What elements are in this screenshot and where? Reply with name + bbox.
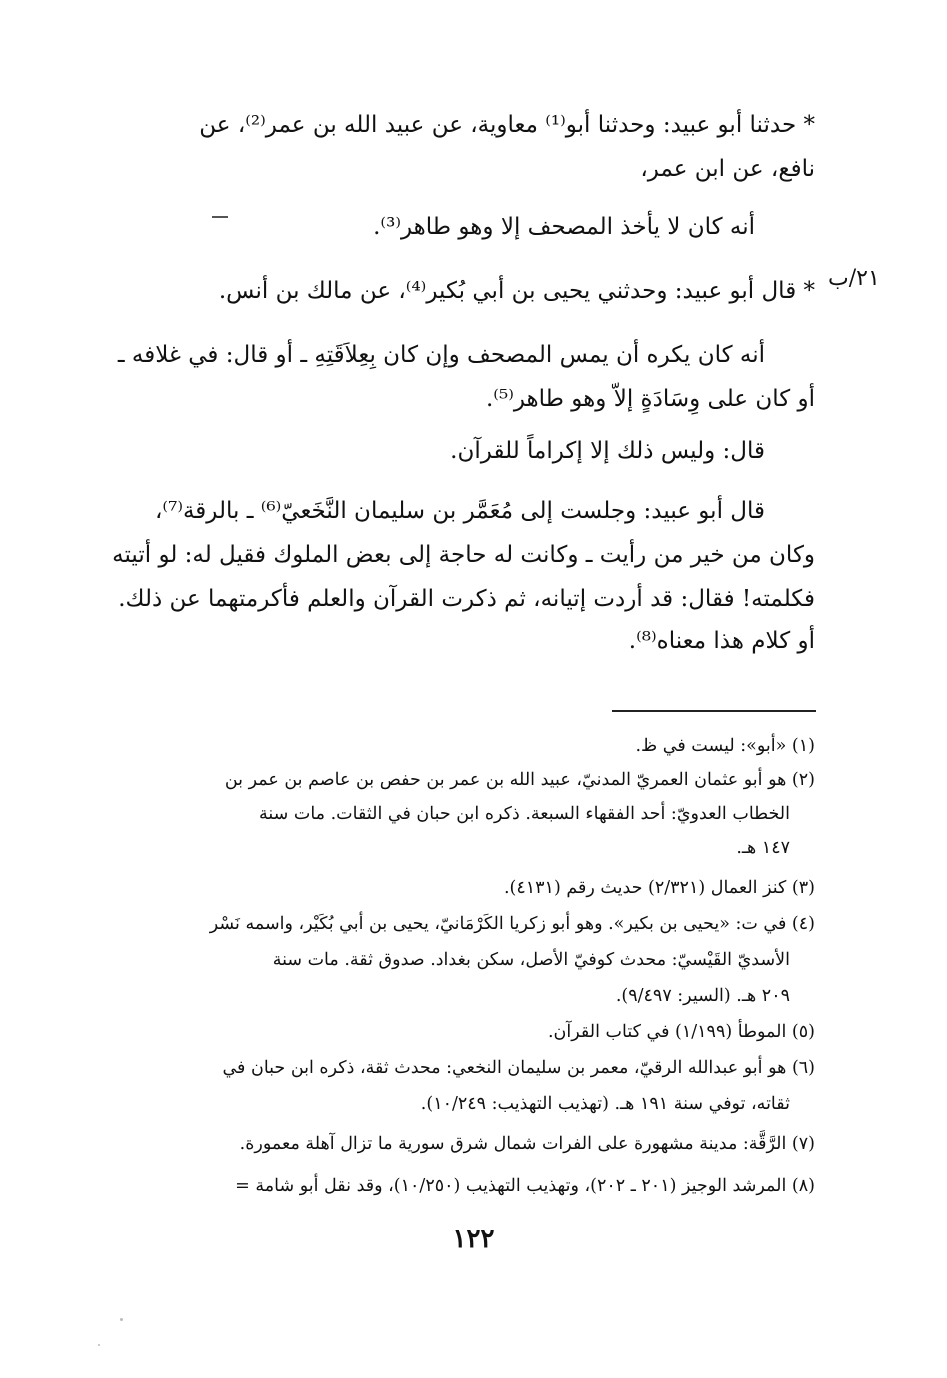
footnote-line-2: (٢) هو أبو عثمان العمريّ المدنيّ، عبيد الله بن عمر بن حفص بن عاصم بن عمر بن xyxy=(224,770,815,790)
main-text-line-8: قال أبو عبيد: وجلست إلى مُعَمَّر بن سليمان النَّخَعيّ⁽⁶⁾ ـ بالرقة⁽⁷⁾، xyxy=(155,498,765,524)
footnote-line-12: (٧) الرَّقَّة: مدينة مشهورة على الفرات شمال شرق سورية ما تزال آهلة معمورة. xyxy=(239,1134,815,1154)
main-text-line-6: أو كان على وِسَادَةٍ إلاّ وهو طاهر⁽⁵⁾. xyxy=(485,386,815,412)
scan-speck xyxy=(120,1318,123,1321)
footnote-line-4: ١٤٧ هـ. xyxy=(736,838,790,858)
margin-folio-reference: ٢١/ب xyxy=(828,266,880,291)
scan-speck xyxy=(98,1344,100,1346)
main-text-line-4: * قال أبو عبيد: وحدثني يحيى بن أبي بُكير⁽⁴⁾، عن مالك بن أنس. xyxy=(218,278,815,304)
main-text-line-1: * حدثنا أبو عبيد: وحدثنا أبو⁽¹⁾ معاوية، عن عبيد الله بن عمر⁽²⁾، عن xyxy=(199,112,815,138)
footnote-line-10: (٦) هو أبو عبدالله الرقيّ، معمر بن سليمان النخعي: محدث ثقة، ذكره ابن حبان في xyxy=(222,1058,815,1078)
footnote-line-1: (١) «أبو»: ليست في ظ. xyxy=(635,736,815,756)
main-text-line-2: نافع، عن ابن عمر، xyxy=(640,156,815,182)
footnote-separator xyxy=(612,710,816,712)
main-text-line-7: قال: وليس ذلك إلا إكراماً للقرآن. xyxy=(450,438,765,464)
main-text-line-9: وكان من خير من رأيت ـ وكانت له حاجة إلى بعض الملوك فقيل له: لو أتيته xyxy=(112,542,815,568)
footnote-line-11: ثقاته، توفي سنة ١٩١ هـ. (تهذيب التهذيب: ١٠/٢٤٩). xyxy=(420,1094,790,1114)
footnote-line-13: (٨) المرشد الوجيز (٢٠١ ـ ٢٠٢)، وتهذيب التهذيب (١٠/٢٥٠)، وقد نقل أبو شامة = xyxy=(235,1176,815,1196)
main-text-line-5: أنه كان يكره أن يمس المصحف وإن كان بِعِلاَقَتِهِ ـ أو قال: في غلافه ـ xyxy=(117,342,765,368)
footnote-line-9: (٥) الموطأ (١/١٩٩) في كتاب القرآن. xyxy=(547,1022,815,1042)
footnote-line-3: الخطاب العدويّ: أحد الفقهاء السبعة. ذكره ابن حبان في الثقات. مات سنة xyxy=(258,804,790,824)
footnote-line-8: ٢٠٩ هـ. (السير: ٩/٤٩٧). xyxy=(615,986,790,1006)
footnote-line-5: (٣) كنز العمال (٢/٣٢١) حديث رقم (٤١٣١). xyxy=(503,878,815,898)
main-text-line-3: أنه كان لا يأخذ المصحف إلا وهو طاهر⁽³⁾. xyxy=(373,214,755,240)
page-number: ١٢٢ xyxy=(452,1224,495,1254)
dash-mark xyxy=(212,216,228,218)
main-text-line-10: فكلمته! فقال: قد أردت إتيانه، ثم ذكرت القرآن والعلم فأكرمتهما عن ذلك. xyxy=(118,586,815,612)
footnote-line-7: الأسديّ القَيْسيّ: محدث كوفيّ الأصل، سكن بغداد. صدوق ثقة. مات سنة xyxy=(272,950,790,970)
footnote-line-6: (٤) في ت: «يحيى بن بكير». وهو أبو زكريا الكَرْمَانيّ، يحيى بن أبي بُكَيْر، واسمه نَسْر xyxy=(209,914,815,934)
main-text-line-11: أو كلام هذا معناه⁽⁸⁾. xyxy=(628,628,815,654)
